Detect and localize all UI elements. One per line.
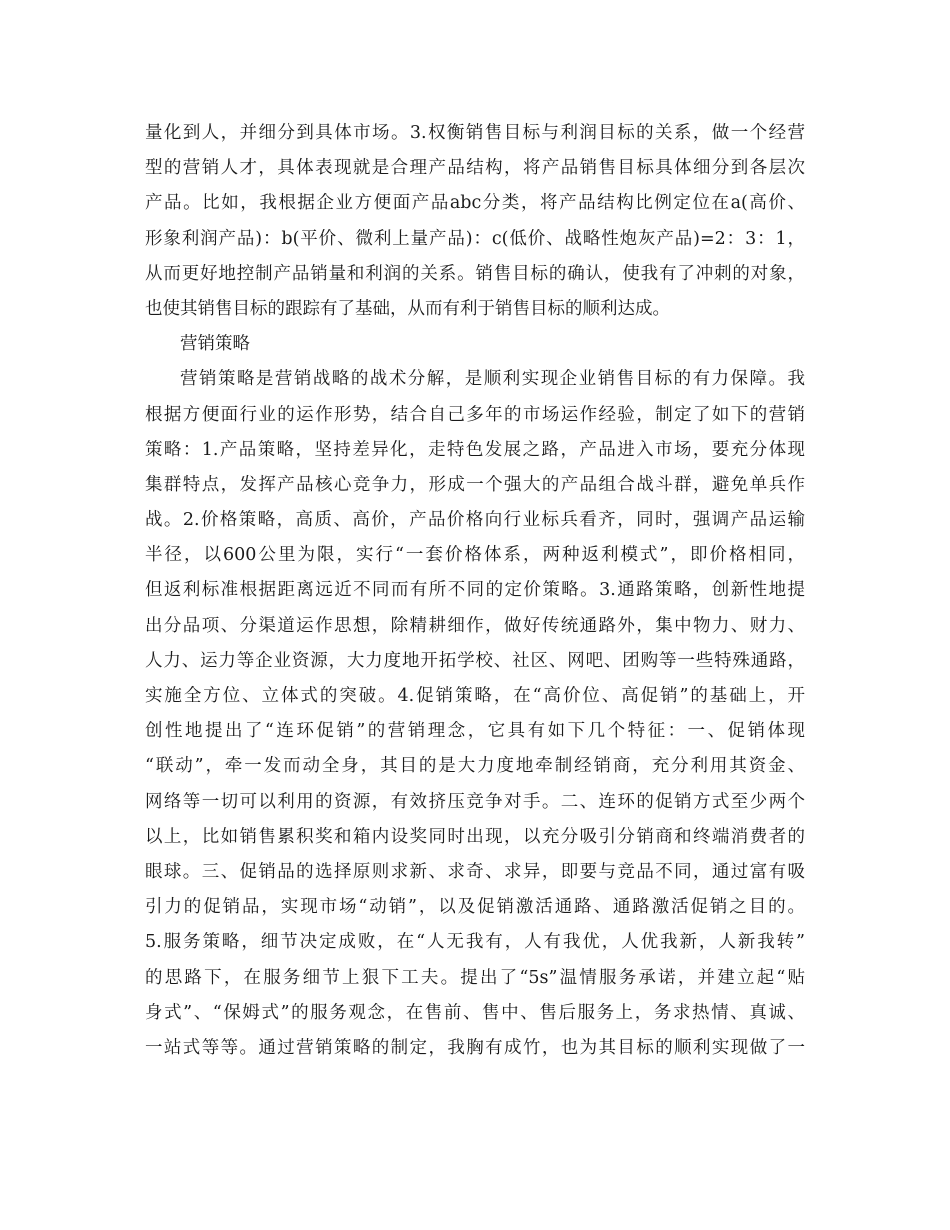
text-line: 引力的促销品，实现市场“动销”，以及促销激活通路、通路激活促销之目的。 <box>145 897 805 918</box>
text-line: “联动”，牵一发而动全身，其目的是大力度地牵制经销商，充分利用其资金、 <box>145 756 805 777</box>
text-line: 从而更好地控制产品销量和利润的关系。销售目标的确认，使我有了冲刺的对象， <box>145 263 805 284</box>
text-line: 身式”、“保姆式”的服务观念，在售前、售中、售后服务上，务求热情、真诚、 <box>145 1002 805 1023</box>
section-heading: 营销策略 <box>180 334 250 355</box>
text-line: 营销策略是营销战略的战术分解，是顺利实现企业销售目标的有力保障。我 <box>180 369 805 390</box>
text-line: 形象利润产品)：b(平价、微利上量产品)：c(低价、战略性炮灰产品)=2：3：1， <box>145 228 805 249</box>
text-line: 战。2.价格策略，高质、高价，产品价格向行业标兵看齐，同时，强调产品运输 <box>145 510 805 531</box>
text-line: 一站式等等。通过营销策略的制定，我胸有成竹，也为其目标的顺利实现做了一 <box>145 1037 805 1058</box>
text-line: 5.服务策略，细节决定成败，在“人无我有，人有我优，人优我新，人新我转” <box>145 932 805 953</box>
text-line: 产品。比如，我根据企业方便面产品abc分类，将产品结构比例定位在a(高价、 <box>145 193 805 214</box>
text-line: 量化到人，并细分到具体市场。3.权衡销售目标与利润目标的关系，做一个经营 <box>145 123 805 143</box>
text-line: 根据方便面行业的运作形势，结合自己多年的市场运作经验，制定了如下的营销 <box>145 404 805 425</box>
text-line: 创性地提出了“连环促销”的营销理念，它具有如下几个特征：一、促销体现 <box>145 721 805 742</box>
text-line: 半径，以600公里为限，实行“一套价格体系，两种返利模式”，即价格相同， <box>145 545 805 566</box>
text-line: 眼球。三、促销品的选择原则求新、求奇、求异，即要与竞品不同，通过富有吸 <box>145 861 805 882</box>
text-line: 也使其销售目标的跟踪有了基础，从而有利于销售目标的顺利达成。 <box>145 298 670 319</box>
text-line: 人力、运力等企业资源，大力度地开拓学校、社区、网吧、团购等一些特殊通路， <box>145 650 805 671</box>
text-line: 策略：1.产品策略，坚持差异化，走特色发展之路，产品进入市场，要充分体现 <box>145 439 805 460</box>
document-body-text <box>145 116 805 1066</box>
text-line: 型的营销人才，具体表现就是合理产品结构，将产品销售目标具体细分到各层次 <box>145 158 805 179</box>
text-line: 集群特点，发挥产品核心竞争力，形成一个强大的产品组合战斗群，避免单兵作 <box>145 474 805 495</box>
text-line: 出分品项、分渠道运作思想，除精耕细作，做好传统通路外，集中物力、财力、 <box>145 615 805 636</box>
text-line: 但返利标准根据距离远近不同而有所不同的定价策略。3.通路策略，创新性地提 <box>145 580 805 601</box>
text-line: 实施全方位、立体式的突破。4.促销策略，在“高价位、高促销”的基础上，开 <box>145 686 805 706</box>
text-line: 以上，比如销售累积奖和箱内设奖同时出现，以充分吸引分销商和终端消费者的 <box>145 826 805 847</box>
text-line: 的思路下，在服务细节上狠下工夫。提出了“5s”温情服务承诺，并建立起“贴 <box>145 967 805 988</box>
text-line: 网络等一切可以利用的资源，有效挤压竞争对手。二、连环的促销方式至少两个 <box>145 791 805 812</box>
